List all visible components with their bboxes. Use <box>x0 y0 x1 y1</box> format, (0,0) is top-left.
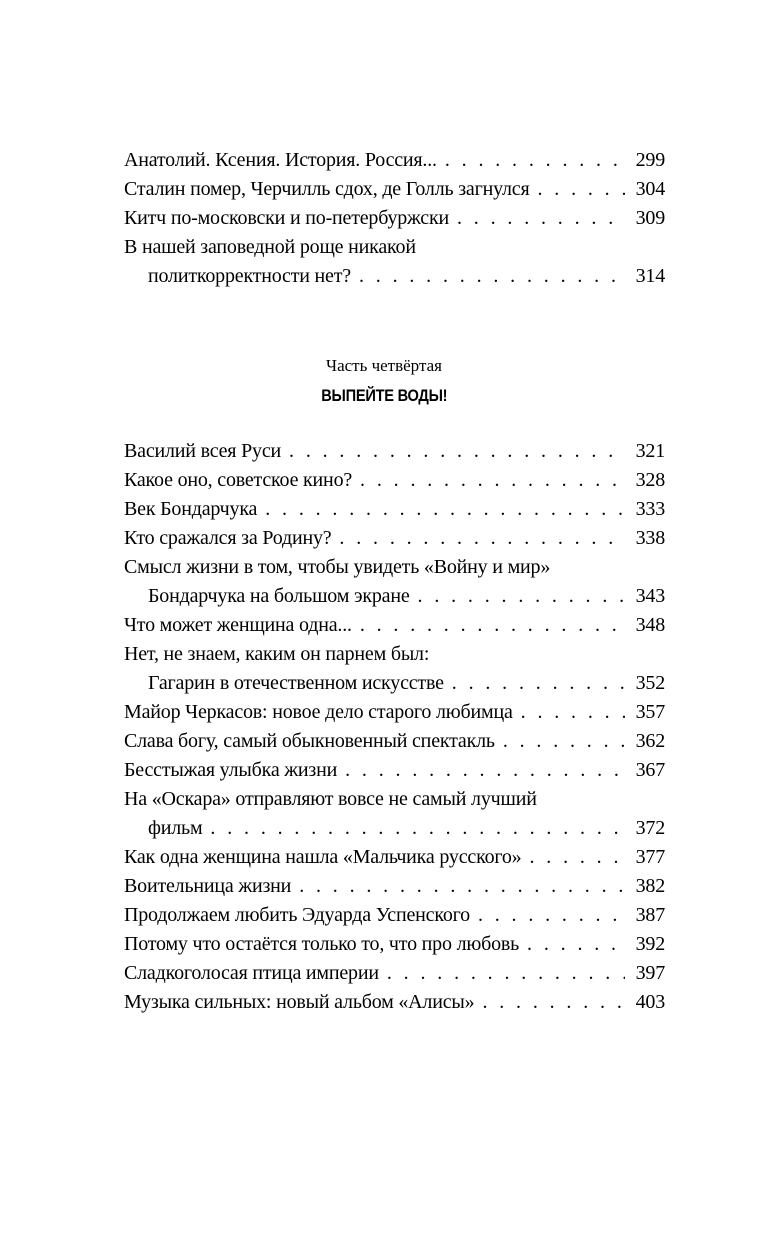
toc-entry-line <box>124 901 665 930</box>
toc-entry-line <box>124 582 665 611</box>
toc-entry <box>124 233 665 291</box>
toc-entry <box>124 437 665 466</box>
toc-entry <box>124 611 665 640</box>
toc-entry-title: Майор Черкасов: новое дело старого любимца <box>124 701 513 723</box>
toc-entry <box>124 640 665 698</box>
toc-page-number: 348 <box>635 614 665 636</box>
toc-entry-line <box>124 611 665 640</box>
toc-entry <box>124 785 665 843</box>
toc-entry-line <box>124 669 665 698</box>
toc-entry-title: На «Оскара» отправляют вовсе не самый лучший <box>124 788 537 810</box>
toc-entry-title: Как одна женщина нашла «Мальчика русского» <box>124 846 522 868</box>
toc-entry-line <box>124 146 665 175</box>
dot-leader <box>289 437 625 466</box>
toc-page-number: 372 <box>635 817 665 839</box>
toc-entry-line <box>124 756 665 785</box>
part-title: ВЫПЕЙТЕ ВОДЫ! <box>320 386 447 405</box>
toc-entry-line <box>124 524 665 553</box>
toc-entry <box>124 901 665 930</box>
toc-page-number: 392 <box>635 933 665 955</box>
toc-entry-line <box>124 814 665 843</box>
dot-leader <box>457 204 625 233</box>
toc-entry-title: Музыка сильных: новый альбом «Алисы» <box>124 991 475 1013</box>
toc-entry-line <box>124 930 665 959</box>
toc-entry-title: Воительница жизни <box>124 875 292 897</box>
toc-page-number: 328 <box>635 469 665 491</box>
dot-leader <box>418 582 625 611</box>
toc-entry-line <box>124 204 665 233</box>
toc-entry-title: Какое оно, советское кино? <box>124 469 353 491</box>
toc-entry-line <box>124 262 665 291</box>
dot-leader <box>339 524 625 553</box>
toc-entry-title: Сталин помер, Черчилль сдох, де Голль загнулся <box>124 178 530 200</box>
toc-entry-title: Сладкоголосая птица империи <box>124 962 379 984</box>
toc-entry-line <box>124 988 665 1017</box>
toc-entry <box>124 175 665 204</box>
dot-leader <box>482 988 625 1017</box>
toc-entry <box>124 756 665 785</box>
toc-entry-title: Кто сражался за Родину? <box>124 527 332 549</box>
toc-entry <box>124 727 665 756</box>
toc-entry-title: Гагарин в отечественном искусстве <box>148 672 444 694</box>
toc-entry-line <box>124 698 665 727</box>
toc-entry-title: Бесстыжая улыбка жизни <box>124 759 338 781</box>
dot-leader <box>445 146 625 175</box>
dot-leader <box>360 466 625 495</box>
toc-entry-line <box>124 233 665 262</box>
toc-entry-line <box>124 872 665 901</box>
dot-leader <box>527 930 625 959</box>
toc-entry <box>124 698 665 727</box>
toc-entry-title: Что может женщина одна... <box>124 614 352 636</box>
toc-entry <box>124 146 665 175</box>
toc-page-number: 309 <box>635 207 665 229</box>
dot-leader <box>265 495 625 524</box>
part-heading <box>0 355 768 407</box>
toc-page-number: 362 <box>635 730 665 752</box>
dot-leader <box>521 698 625 727</box>
toc-page-number: 357 <box>635 701 665 723</box>
toc-entry-title: Слава богу, самый обыкновенный спектакль <box>124 730 495 752</box>
toc-entry <box>124 466 665 495</box>
toc-entry-line <box>124 175 665 204</box>
toc-page-number: 321 <box>635 440 665 462</box>
toc-entry-title: Смысл жизни в том, чтобы увидеть «Войну и мир» <box>124 556 551 578</box>
toc-entry-line <box>124 553 665 582</box>
toc-entry-line <box>124 785 665 814</box>
dot-leader <box>529 843 625 872</box>
toc-entry-title: Век Бондарчука <box>124 498 258 520</box>
toc-entry <box>124 204 665 233</box>
toc-entry <box>124 872 665 901</box>
toc-entry-title: В нашей заповедной роще никакой <box>124 236 416 258</box>
toc-entry-title: Потому что остаётся только то, что про любовь <box>124 933 520 955</box>
toc-list <box>124 146 665 291</box>
toc-entry-line <box>124 727 665 756</box>
toc-page-number: 387 <box>635 904 665 926</box>
toc-page-number: 314 <box>635 265 665 287</box>
toc-entry <box>124 843 665 872</box>
toc-entry <box>124 524 665 553</box>
dot-leader <box>503 727 625 756</box>
toc-page-number: 352 <box>635 672 665 694</box>
toc-page-number: 367 <box>635 759 665 781</box>
toc-page-number: 343 <box>635 585 665 607</box>
toc-entry-title: Бондарчука на большом экране <box>148 585 410 607</box>
toc-entry-title: фильм <box>148 817 203 839</box>
toc-entry-title: политкорректности нет? <box>148 265 351 287</box>
dot-leader <box>537 175 625 204</box>
toc-page-number: 382 <box>635 875 665 897</box>
toc-entry-line <box>124 466 665 495</box>
toc-entry-title: Продолжаем любить Эдуарда Успенского <box>124 904 470 926</box>
dot-leader <box>359 262 625 291</box>
toc-entry-line <box>124 640 665 669</box>
toc-page-number: 333 <box>635 498 665 520</box>
toc-page-number: 397 <box>635 962 665 984</box>
toc-page-number: 403 <box>635 991 665 1013</box>
dot-leader <box>452 669 625 698</box>
toc-entry <box>124 553 665 611</box>
toc-entry-title: Анатолий. Ксения. История. Россия... <box>124 149 437 171</box>
toc-page-number: 304 <box>635 178 665 200</box>
dot-leader <box>387 959 625 988</box>
toc-list <box>124 437 665 1017</box>
toc-entry-line <box>124 495 665 524</box>
toc-entry <box>124 988 665 1017</box>
toc-page-number: 299 <box>635 149 665 171</box>
toc-entry-title: Китч по-московски и по-петербуржски <box>124 207 449 229</box>
toc-entry-line <box>124 843 665 872</box>
dot-leader <box>210 814 625 843</box>
toc-page-number: 338 <box>635 527 665 549</box>
toc-entry-title: Василий всея Руси <box>124 440 282 462</box>
toc-entry-line <box>124 437 665 466</box>
part-label: Часть четвёртая <box>326 356 442 375</box>
toc-entry-title: Нет, не знаем, каким он парнем был: <box>124 643 430 665</box>
toc-entry-line <box>124 959 665 988</box>
toc-entry <box>124 495 665 524</box>
dot-leader <box>478 901 625 930</box>
dot-leader <box>299 872 625 901</box>
toc-page-number: 377 <box>635 846 665 868</box>
toc-entry <box>124 959 665 988</box>
dot-leader <box>360 611 625 640</box>
dot-leader <box>345 756 625 785</box>
toc-entry <box>124 930 665 959</box>
